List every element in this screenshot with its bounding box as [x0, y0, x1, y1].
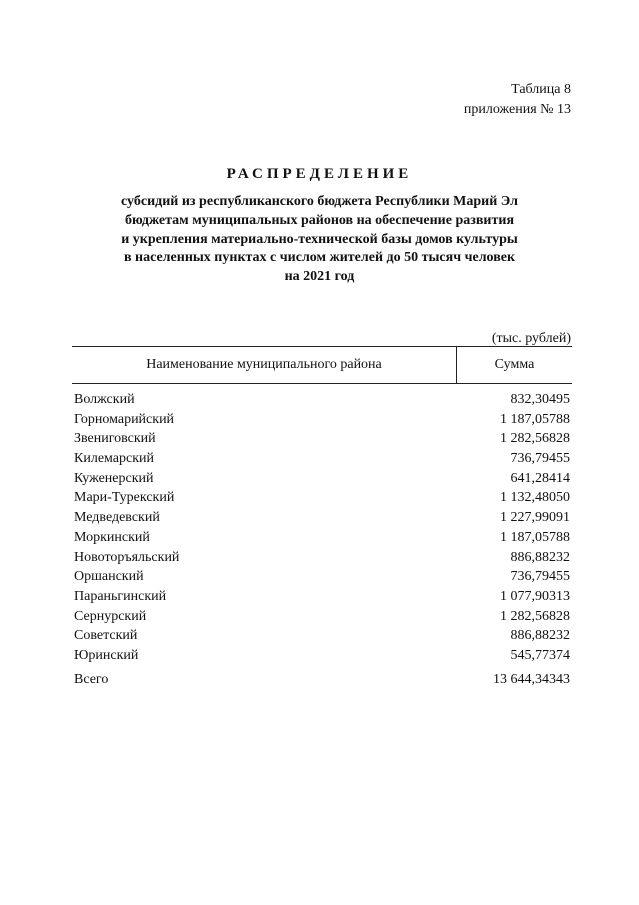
- district-sum: 736,79455: [510, 569, 570, 585]
- table-row: [74, 508, 570, 528]
- district-name: Новоторъяльский: [74, 549, 180, 565]
- district-name: Юринский: [74, 647, 139, 663]
- table-header: [72, 346, 572, 384]
- district-name: Мари-Турекский: [74, 490, 175, 506]
- district-sum: 545,77374: [510, 647, 570, 663]
- district-name: Звениговский: [74, 431, 156, 447]
- district-sum: 886,88232: [510, 628, 570, 644]
- subtitle-line: бюджетам муниципальных районов на обеспечение развития: [124, 212, 515, 228]
- table-row: [74, 548, 570, 568]
- units-note: (тыс. рублей): [491, 331, 571, 346]
- district-name: Медведевский: [74, 510, 160, 526]
- column-header-sum: Сумма: [494, 357, 535, 372]
- district-name: Горномарийский: [74, 411, 175, 427]
- subtitle-line: в населенных пунктах с числом жителей до 50 тысяч человек: [123, 250, 516, 266]
- district-sum: 886,88232: [510, 549, 570, 565]
- table-row: [74, 488, 570, 508]
- subtitle-line: и укрепления материально-технической базы домов культуры: [121, 231, 518, 247]
- district-name: Оршанский: [74, 569, 144, 585]
- table-row: [74, 626, 570, 646]
- table-row: [74, 410, 570, 430]
- district-sum: 1 227,99091: [500, 510, 570, 526]
- district-sum: 641,28414: [510, 470, 570, 486]
- document-subtitle: [0, 193, 639, 287]
- appendix-reference: приложения № 13: [463, 102, 571, 117]
- table-row: [74, 646, 570, 666]
- table-row: [74, 449, 570, 469]
- district-sum: 1 187,05788: [500, 529, 570, 545]
- table-row: [74, 528, 570, 548]
- subtitle-line: субсидий из республиканского бюджета Республики Марий Эл: [121, 194, 518, 209]
- district-sum: 1 282,56828: [500, 431, 570, 447]
- document-heading: РАСПРЕДЕЛЕНИЕ: [226, 166, 413, 182]
- total-label: Всего: [74, 672, 109, 687]
- table-row: [74, 429, 570, 449]
- total-row: [74, 670, 570, 690]
- district-sum: 1 187,05788: [500, 411, 570, 427]
- table-row: [74, 607, 570, 627]
- table-reference: [464, 80, 571, 120]
- table-row: [74, 469, 570, 489]
- column-header-name: Наименование муниципального района: [72, 347, 457, 383]
- table-row: [74, 390, 570, 410]
- district-name: Волжский: [74, 392, 135, 407]
- district-sum: 736,79455: [510, 451, 570, 467]
- district-sum: 1 077,90313: [500, 588, 570, 604]
- district-name: Куженерский: [74, 470, 154, 486]
- document-title-block: [0, 166, 639, 287]
- district-sum: 1 132,48050: [500, 490, 570, 506]
- district-name: Параньгинский: [74, 588, 167, 604]
- table-number: Таблица 8: [511, 82, 571, 97]
- district-name: Советский: [74, 628, 138, 644]
- district-name: Моркинский: [74, 529, 150, 545]
- table-row: [74, 567, 570, 587]
- district-name: Килемарский: [74, 451, 155, 467]
- district-sum: 1 282,56828: [500, 608, 570, 624]
- table-row: [74, 587, 570, 607]
- total-sum: 13 644,34343: [493, 672, 570, 687]
- district-name: Сернурский: [74, 608, 147, 624]
- table-body: [74, 390, 570, 666]
- district-sum: 832,30495: [510, 392, 570, 407]
- subtitle-line: на 2021 год: [284, 269, 355, 285]
